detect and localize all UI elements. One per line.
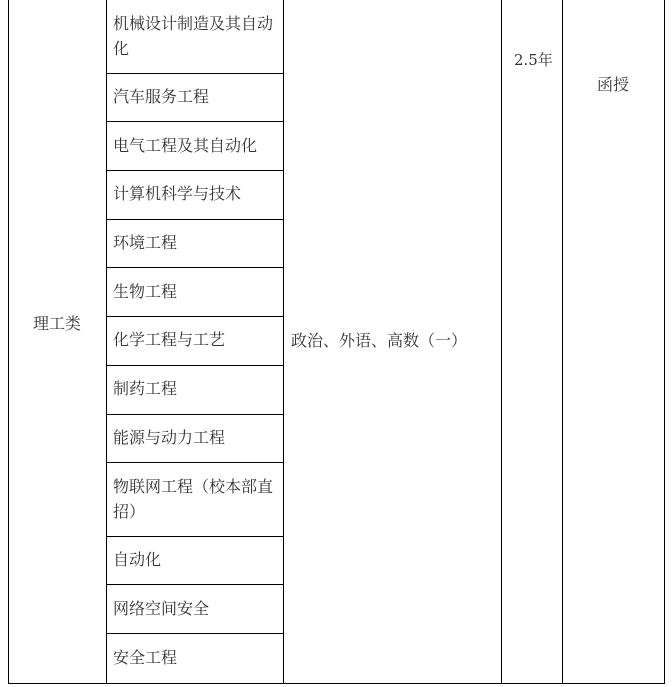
row-divider bbox=[106, 219, 284, 220]
table-border-bottom bbox=[8, 683, 665, 684]
column-divider bbox=[501, 0, 502, 684]
subjects-cell: 政治、外语、高数（一） bbox=[291, 331, 468, 350]
major-cell: 安全工程 bbox=[113, 648, 178, 667]
row-divider bbox=[106, 584, 284, 585]
major-cell: 计算机科学与技术 bbox=[113, 184, 242, 203]
duration-cell: 2.5年 bbox=[514, 51, 553, 69]
row-divider bbox=[106, 316, 284, 317]
row-divider bbox=[106, 121, 284, 122]
major-cell: 化学工程与工艺 bbox=[113, 330, 226, 349]
row-divider bbox=[106, 414, 284, 415]
major-cell: 物联网工程（校本部直招） bbox=[113, 477, 274, 521]
major-cell: 制药工程 bbox=[113, 379, 178, 398]
row-divider bbox=[106, 536, 284, 537]
major-cell: 环境工程 bbox=[113, 233, 178, 252]
study-mode-cell: 函授 bbox=[597, 75, 630, 94]
column-divider bbox=[106, 0, 107, 684]
major-cell: 能源与动力工程 bbox=[113, 428, 226, 447]
column-divider bbox=[562, 0, 563, 684]
row-divider bbox=[106, 633, 284, 634]
category-cell: 理工类 bbox=[33, 314, 82, 333]
major-cell: 机械设计制造及其自动化 bbox=[113, 14, 274, 58]
row-divider bbox=[106, 73, 284, 74]
table-border-right bbox=[664, 0, 665, 684]
row-divider bbox=[106, 365, 284, 366]
column-divider bbox=[283, 0, 284, 684]
major-cell: 汽车服务工程 bbox=[113, 87, 210, 106]
row-divider bbox=[106, 170, 284, 171]
major-cell: 生物工程 bbox=[113, 282, 178, 301]
major-cell: 自动化 bbox=[113, 550, 162, 569]
row-divider bbox=[106, 267, 284, 268]
major-cell: 网络空间安全 bbox=[113, 599, 210, 618]
row-divider bbox=[106, 462, 284, 463]
table-border-left bbox=[8, 0, 9, 684]
major-cell: 电气工程及其自动化 bbox=[113, 136, 258, 155]
